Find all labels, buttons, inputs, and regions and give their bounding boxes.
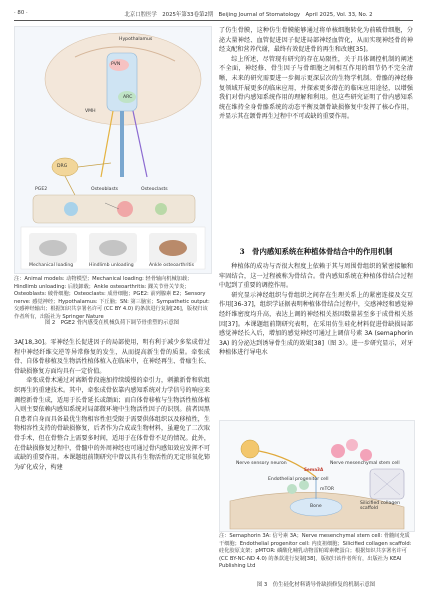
- label-sema3a: Sema3A: [304, 467, 324, 472]
- left-body-text: [14, 338, 210, 588]
- figure-2: [14, 26, 212, 274]
- label-pge2: PGE2: [35, 187, 48, 192]
- paragraph: 种植体的成功与否很大程度上依赖于其与周围骨组织的紧密接触和牢固结合，这一过程被称为骨结合。骨内感知系统在种植体骨结合过程中起到了重要的调控作用。: [219, 263, 413, 290]
- label-bone: Bone: [310, 504, 322, 509]
- label-mtor: mTOR: [320, 487, 335, 492]
- label-hindlimb-unloading: Hindlimb unloading: [89, 263, 134, 268]
- figure-3: [219, 420, 415, 532]
- label-epc: Endothelial progenitor cell: [268, 477, 329, 482]
- label-osteoclasts: Osteoclasts: [141, 187, 168, 192]
- label-osteoblasts: Osteoblasts: [91, 187, 119, 192]
- label-arc: ARC: [123, 95, 133, 100]
- section-heading: 3 骨内感知系统在种植体骨结合中的作用机制: [239, 247, 393, 256]
- paragraph: 研究显示神经组织与骨组织之间存在生理关系上的紧密连接及交互作用[36-37]，组织学证据表明种植体骨结合过程中，交感神经和感觉神经纤维密度均升高，表达上调的神经相关基因数量甚至多于成骨相关基因[37]。本课题组前期研究表明，在采用仿生硅化材料促进骨缺损局部感觉神经长入后，增加的感觉神经可通过上调信号素 3A (semaphorin 3A) 的分泌达到诱导骨生成的效果[38]（图 3）。进一步研究显示，对牙种植体进行导电水: [219, 291, 413, 357]
- figure-3-caption: 注：Semaphorin 3A: 信号素 3A；Nerve mesenchymal stem cell: 骨髓间充质干细胞；Endothelial progenitor cell: 内皮祖细胞；Silicified collagen scaffold: 硅化胶原支架；pMTOR: 磷酸化哺乳动物雷帕霉素靶蛋白；根据知识共享署名许可 (CC BY-NC-ND 4.0) 的条款进行复制[38]，版权归该作者所有，出版社为 KEAI Publishing Ltd: [219, 533, 412, 570]
- label-vmh: VMH: [85, 109, 96, 114]
- page-number: · 80 ·: [14, 10, 28, 16]
- figure-3-title: 图 3 仿生硅化材料诱导骨缺损修复的机制示意图: [256, 582, 376, 588]
- paragraph: 综上所述，尽管现有研究的存在局限性，关于具体调控机制的阐述不全面，神经修、骨生因子与骨细胞之间相互作用的细节仍不完全清晰，未来的研究需要进一步揭示更深层次的生物学机制。骨骼的神经修复领域开展更多的临床应用，并探索更多潜在的临床应用途径，以增强我们对骨内感知系统作用的理解和利用。但这些研究证明了骨内感知系统在维持全身骨骼系统的动态平衡及颌骨缺损修复中发挥了核心作用，并显示其在颌骨再生过程中不可或缺的重要作用。: [219, 55, 413, 121]
- paragraph: 了仿生骨膜，这种仿生骨膜能够通过将单核细胞转化为前破骨细胞，分泌大量神经、血管促进因子促进局部神经血管化，从而实现神经骨的神经支配和营养代谢，最终有效促进骨的再生和改建[35]。: [219, 27, 413, 54]
- label-mscs: Nerve mesenchymal stem cell: [330, 461, 400, 466]
- journal-info: 北京口腔医学 2025年第33卷第2期 Beijing Journal of Stomatology April 2025, Vol. 33, No. 2: [124, 12, 373, 18]
- figure-2-title: 图 2 PGE2 骨内感受在机械负荷下调节骨重塑的示意图: [44, 320, 180, 326]
- running-header: [14, 8, 413, 21]
- figure-3-diagram: [220, 421, 414, 531]
- label-drg: DRG: [57, 164, 68, 169]
- label-scaffold: Silicified collagen scaffold: [360, 501, 401, 511]
- label-sensory-neuron: Nerve sensory neuron: [236, 461, 287, 466]
- label-mechanical-loading: Mechanical loading: [29, 263, 74, 268]
- label-hypothalamus: Hypothalamus: [119, 37, 153, 42]
- label-ankle-osteoarthritis: Ankle osteoarthritis: [149, 263, 194, 268]
- paragraph: 3A[18,30]。零神经生长促进因子的局部使用，明有利于减少多桨成骨过程中神经纤维交逆等异常修复的发生，从而提高新生骨的质量。牵张成骨、自体骨移植及生物活性植体植入在临床中，在神经再生、骨痂生长、骨缺损修复方面均具有一定价值。: [14, 339, 210, 375]
- right-body-text-mid: [219, 262, 413, 414]
- right-body-text-top: [219, 26, 413, 240]
- paragraph: 牵张成骨术通过对离断骨段施加持续缓慢的牵引力，刺激新骨和软组织再生的重建技术。其中，牵张成骨依靠内感知系统对力学信号的响应来调控新骨生成，适用于长骨延长或颌面；而自体骨移植与生物活性植体植入则主要依赖内感知系统对局部微环境中生物活性因子的识别。前者因黑自患者自身而具备最优生物相容性但受限于需要供体组织以及移植性，生物相容性支持的骨缺损修复，后者作为合成或生物材料，虽避免了二次取骨手术，但在骨整合上需要多时间，适用于在体骨骨不足的情况。此外，在骨缺损修复过程中，骨髓中的外周神经也可通过骨内感知效应发挥不可或缺的重要作用。本课题组前期研究中曾以具有生物活性的无定形氧化铈为矿化成分，构建: [14, 377, 210, 471]
- figure-2-caption: 注：Animal models: 动物模型；Mechanical loading: 轻骨轴向机械加载；Hindlimb unloading: 后肢卸载；Ankle osteoarthritis: 踝关节骨关节炎；Osteoblasts: 破骨细胞；Osteoclasts: 成骨细胞；PGE2: 前列腺素 E2；Sensory nerve: 感觉神经；Hypothalamus: 下丘脑；SN: 第三脑室；Sympathetic output: 交感神经输出；根据知识共享署名许可 (CC BY 4.0) 的条款进行复制[26]，版权归该作者所有，出版社为 Springer Nature: [14, 276, 210, 320]
- label-pvn: PVN: [111, 62, 121, 67]
